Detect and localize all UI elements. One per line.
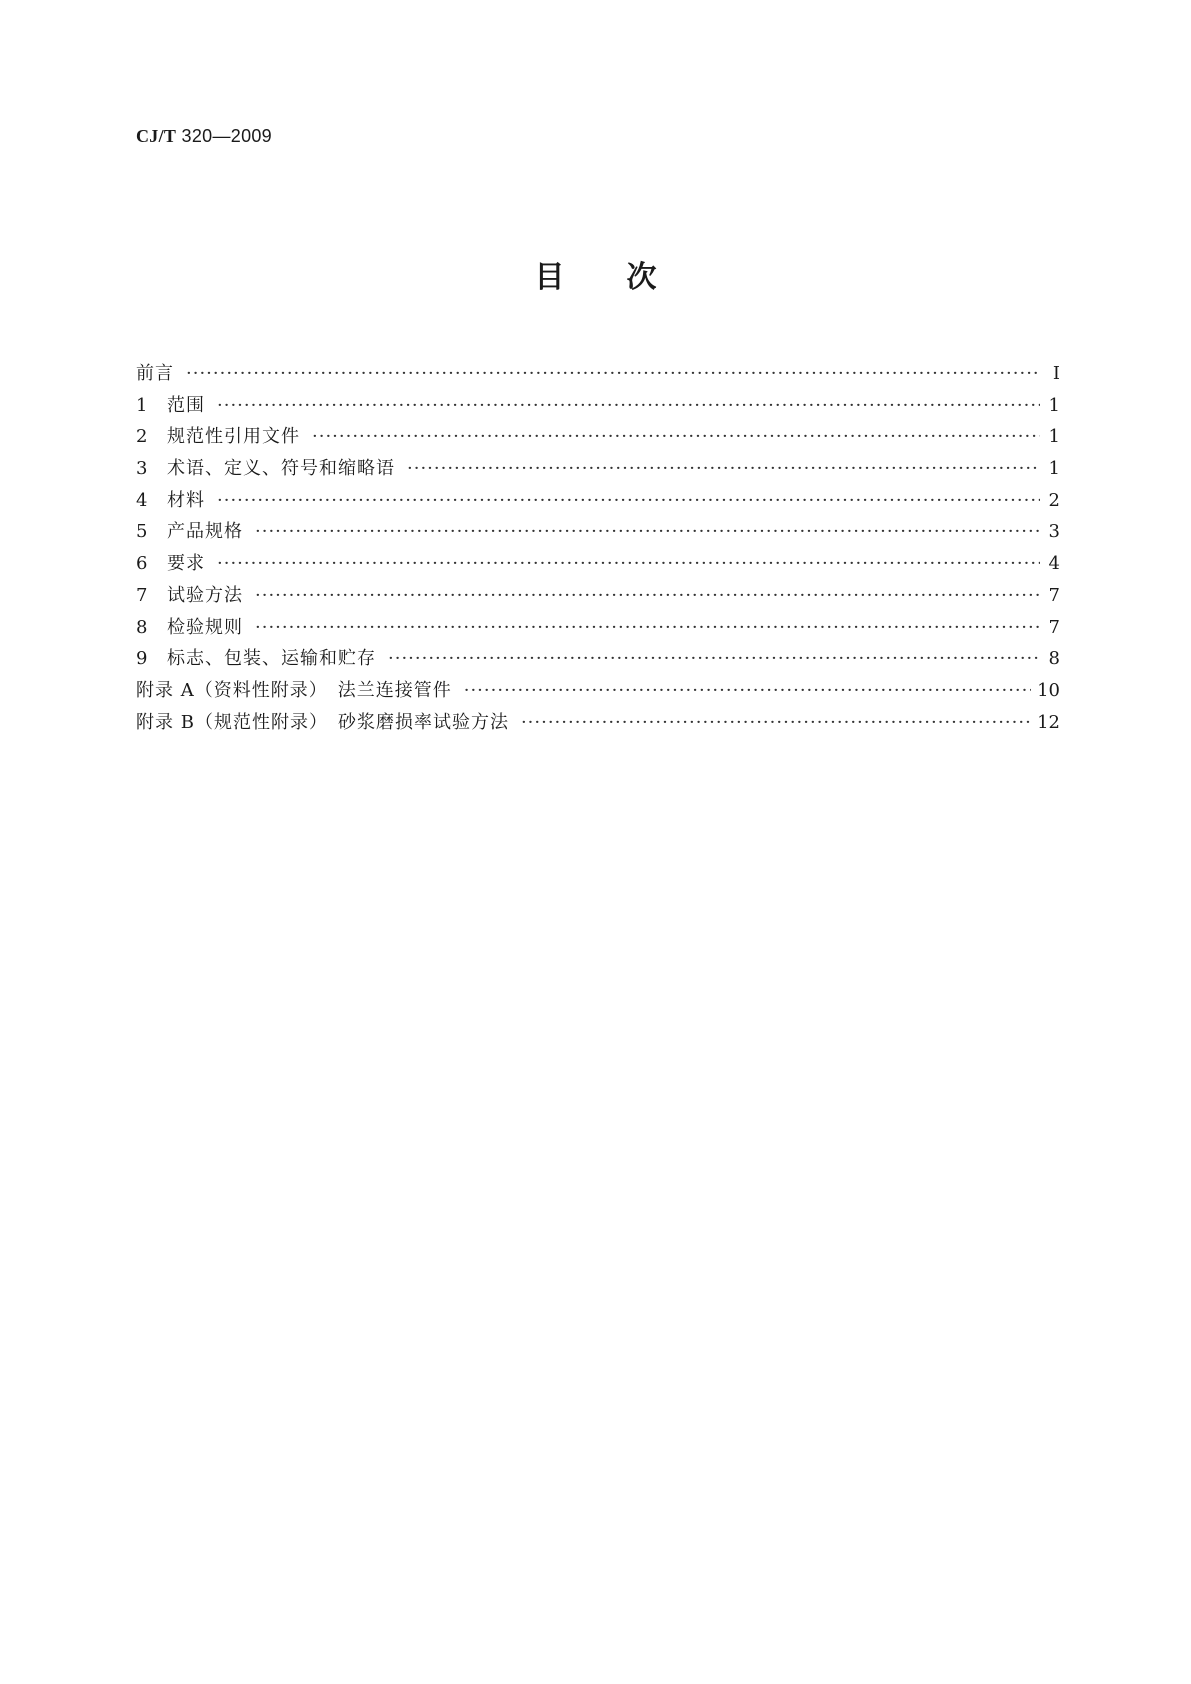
standard-code-number: 320—2009 [176,126,272,146]
toc-leader-dots [217,390,1040,422]
toc-entry-number: 5 [136,521,148,543]
toc-entry-page: 1 [1048,458,1060,480]
toc-entry[interactable] [136,580,1060,612]
toc-entry-label: 检验规则 [167,616,243,638]
toc-entry[interactable] [136,707,1060,739]
toc-entry-page: 3 [1048,521,1060,543]
toc-entry-page: 7 [1048,616,1060,638]
toc-entry-page: 7 [1048,584,1060,606]
toc-leader-dots [186,358,1040,390]
toc-entry-number: 7 [136,584,148,606]
standard-code-prefix: CJ/T [136,126,177,146]
toc-entry-label: 要求 [167,553,205,575]
toc-leader-dots [407,453,1040,485]
toc-entry-number: 4 [136,489,148,511]
toc-entry-page: 2 [1048,489,1060,511]
toc-leader-dots [217,485,1040,517]
toc-entry-label: 术语、定义、符号和缩略语 [167,458,395,480]
toc-entry-number: 1 [136,394,148,416]
toc-leader-dots [388,643,1040,675]
toc-entry[interactable] [136,358,1060,390]
toc-entry-label: 材料 [167,489,205,511]
toc-entry-page: 1 [1048,394,1060,416]
toc-entry[interactable] [136,390,1060,422]
toc-entry-page: 10 [1037,679,1060,701]
toc-entry-label: 产品规格 [167,521,243,543]
table-of-contents [136,358,1060,738]
toc-entry-page: 1 [1048,426,1060,448]
toc-leader-dots [217,548,1040,580]
toc-entry-page: 8 [1048,648,1060,670]
toc-title: 目次 [534,260,719,295]
toc-entry[interactable] [136,548,1060,580]
toc-leader-dots [312,421,1040,453]
toc-entry-number: 2 [136,426,148,448]
toc-entry-number: 9 [136,648,148,670]
toc-entry-label: 规范性引用文件 [167,426,300,448]
toc-entry-number: 8 [136,616,148,638]
toc-entry[interactable] [136,485,1060,517]
toc-entry-page: 12 [1037,711,1060,733]
toc-entry[interactable] [136,612,1060,644]
toc-entry[interactable] [136,675,1060,707]
toc-entry[interactable] [136,516,1060,548]
toc-leader-dots [464,675,1031,707]
toc-entry-label: 附录 B（规范性附录） 砂浆磨损率试验方法 [136,711,509,733]
toc-entry-label: 范围 [167,394,205,416]
toc-leader-dots [255,580,1040,612]
toc-entry-label: 前言 [136,363,174,384]
toc-entry-number: 3 [136,458,148,480]
toc-entry-label: 标志、包装、运输和贮存 [167,648,376,670]
toc-entry[interactable] [136,643,1060,675]
toc-entry[interactable] [136,421,1060,453]
standard-code [136,126,272,147]
toc-entry-label: 附录 A（资料性附录） 法兰连接管件 [136,679,452,701]
toc-leader-dots [521,707,1031,739]
toc-entry-page: 4 [1048,553,1060,575]
toc-leader-dots [255,516,1040,548]
toc-entry-number: 6 [136,553,148,575]
toc-entry-page: Ⅰ [1052,363,1060,384]
toc-entry-label: 试验方法 [167,584,243,606]
toc-entry[interactable] [136,453,1060,485]
toc-leader-dots [255,612,1040,644]
